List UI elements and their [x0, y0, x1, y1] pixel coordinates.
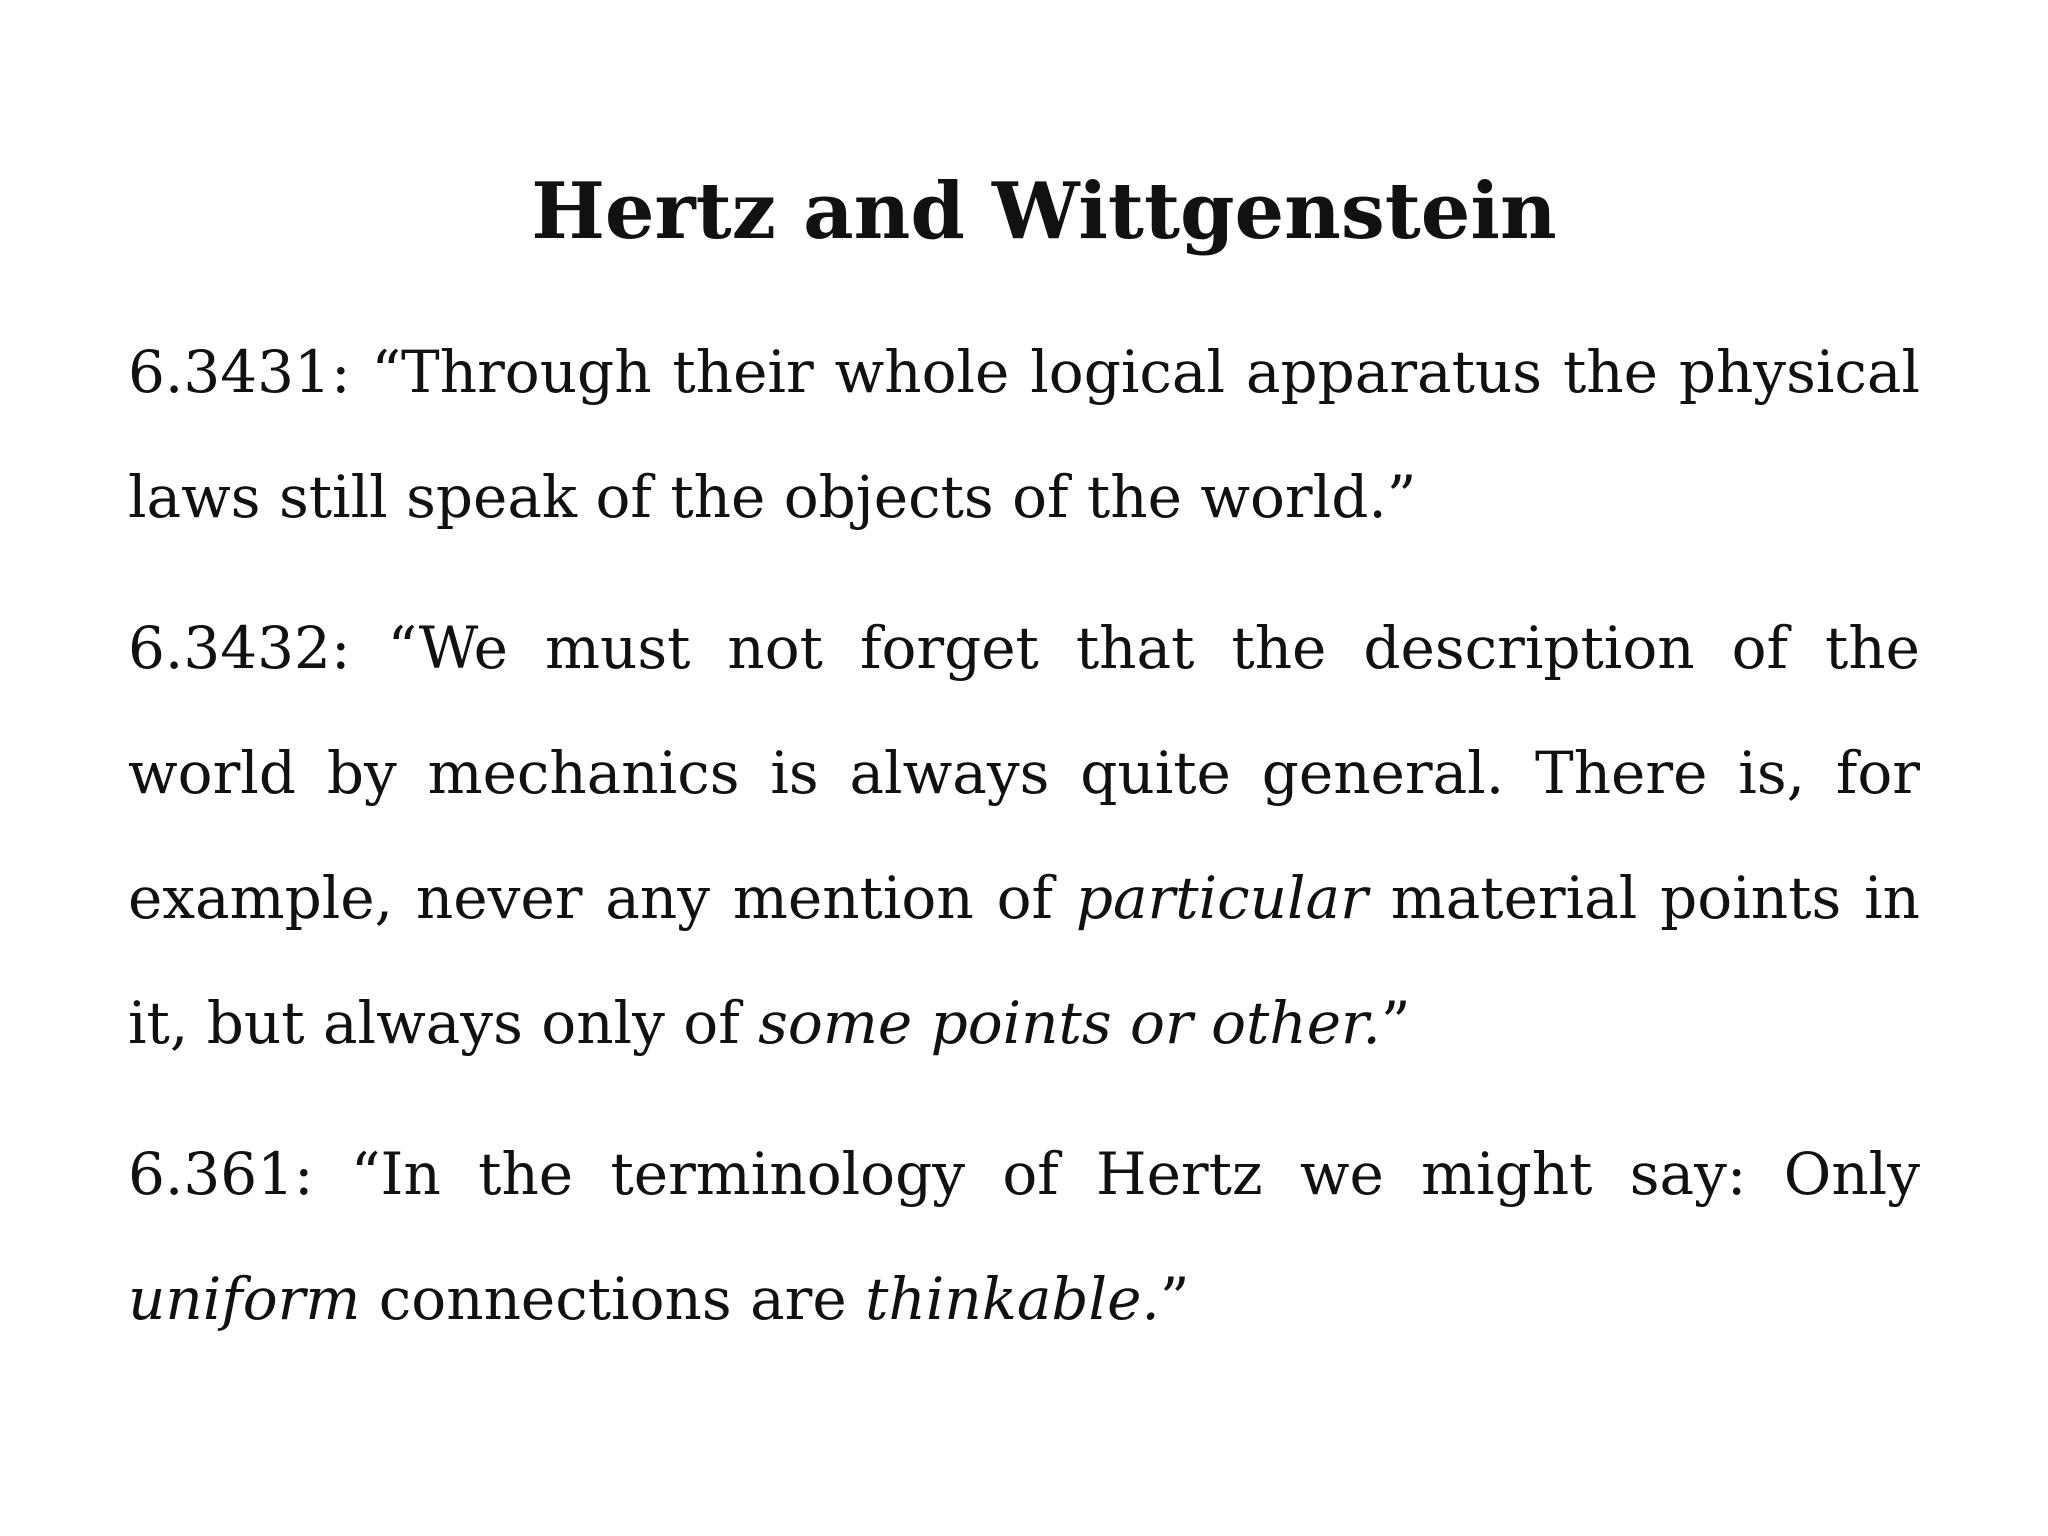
quote-emphasis: some points or other.: [758, 989, 1381, 1057]
quote-emphasis: uniform: [128, 1265, 361, 1333]
quote-text: 6.3432: “We must not forget that the description of the world by mechanics is always quite general. There is, for example, never any mention of: [128, 614, 1920, 932]
quote-6-3432: [128, 586, 1920, 1086]
quote-emphasis: thinkable.: [865, 1265, 1160, 1333]
quote-text: 6.3431: “Through their whole logical apparatus the physical laws still speak of the objects of the world.”: [128, 338, 1920, 531]
quote-text: 6.361: “In the terminology of Hertz we might say: Only: [128, 1140, 1920, 1208]
quote-6-3431: [128, 310, 1920, 560]
quote-text: ”: [1159, 1265, 1190, 1333]
slide-body: [128, 310, 1920, 1388]
quote-text: ”: [1380, 989, 1411, 1057]
slide-title: Hertz and Wittgenstein: [531, 166, 1557, 257]
quote-6-361: [128, 1112, 1920, 1362]
quote-text: connections are: [360, 1265, 866, 1333]
quote-text: material points in it, but always only of: [128, 864, 1920, 1057]
quote-emphasis: particular: [1075, 864, 1368, 932]
